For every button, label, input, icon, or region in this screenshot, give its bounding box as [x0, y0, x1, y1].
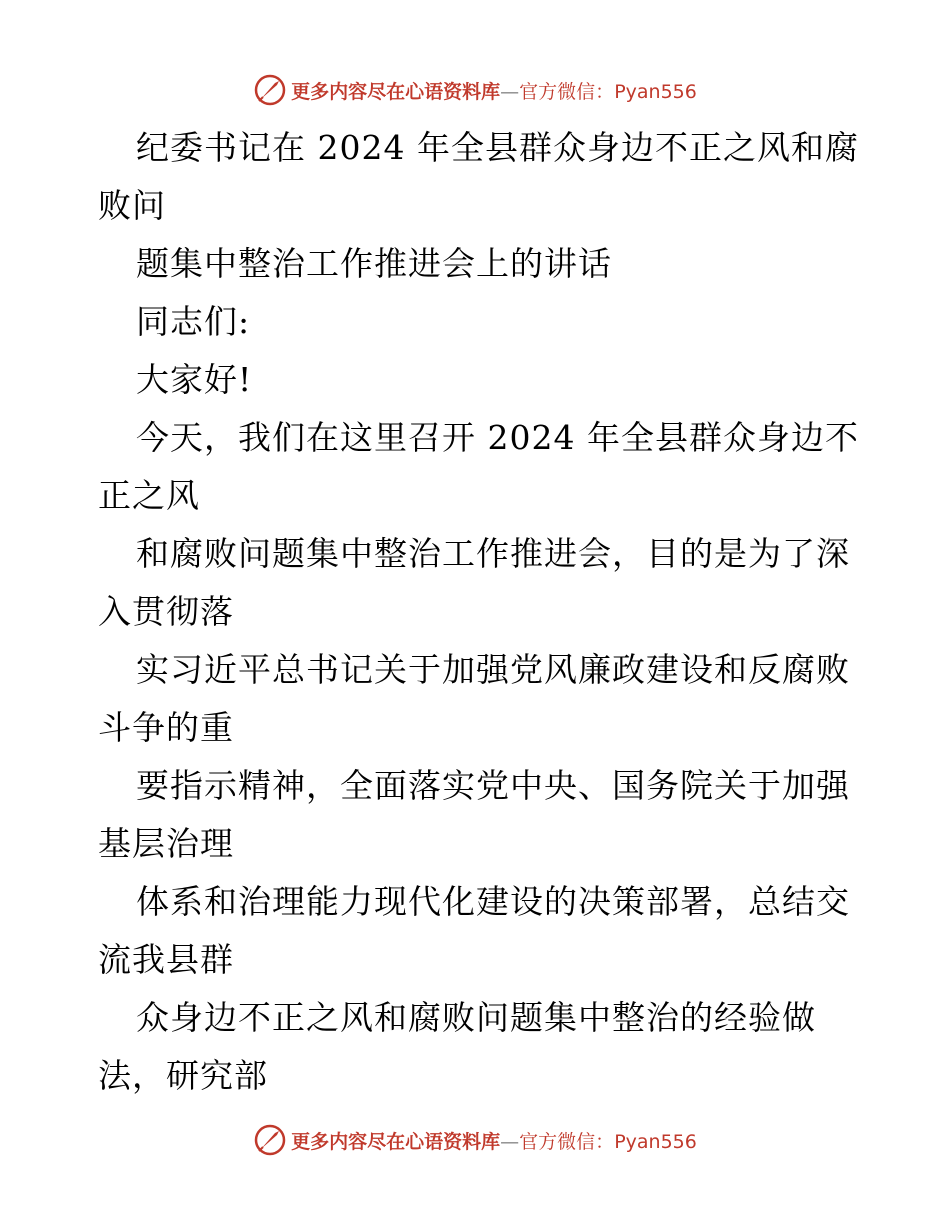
- body-line: 纪委书记在 2024 年全县群众身边不正之风和腐: [136, 128, 859, 167]
- watermark-wechat-label: 官方微信：: [519, 1130, 615, 1153]
- body-line: 要指示精神，全面落实党中央、国务院关于加强: [136, 766, 850, 805]
- quill-pen-logo-icon: [253, 73, 287, 107]
- quill-pen-logo-icon: [253, 1123, 287, 1157]
- body-line: 题集中整治工作推进会上的讲话: [136, 244, 612, 283]
- watermark-main-text: 更多内容尽在心语资料库: [291, 80, 501, 103]
- body-line: 大家好!: [136, 360, 253, 399]
- watermark-separator: —: [500, 1130, 520, 1153]
- body-line: 法，研究部: [98, 1056, 268, 1095]
- footer-watermark: [0, 1120, 950, 1160]
- body-line: 和腐败问题集中整治工作推进会，目的是为了深: [136, 534, 850, 573]
- watermark-wechat-label: 官方微信：: [519, 80, 615, 103]
- watermark-wechat-id: Pyan556: [614, 1130, 697, 1153]
- body-line: 基层治理: [98, 824, 234, 863]
- watermark-separator: —: [500, 80, 520, 103]
- body-line: 实习近平总书记关于加强党风廉政建设和反腐败: [136, 650, 850, 689]
- body-line: 斗争的重: [98, 708, 234, 747]
- body-line: 入贯彻落: [98, 592, 234, 631]
- body-line: 体系和治理能力现代化建设的决策部署，总结交: [136, 882, 850, 921]
- watermark-main-text: 更多内容尽在心语资料库: [291, 1130, 501, 1153]
- body-line: 众身边不正之风和腐败问题集中整治的经验做: [136, 998, 816, 1037]
- body-line: 败问: [98, 186, 166, 225]
- watermark-text: [291, 1127, 697, 1154]
- body-line: 正之风: [98, 476, 200, 515]
- watermark-text: [291, 77, 697, 104]
- body-line: 今天，我们在这里召开 2024 年全县群众身边不: [136, 418, 859, 457]
- body-line: 同志们:: [136, 302, 251, 341]
- body-line: 流我县群: [98, 940, 234, 979]
- watermark-wechat-id: Pyan556: [614, 80, 697, 103]
- header-watermark: [0, 70, 950, 110]
